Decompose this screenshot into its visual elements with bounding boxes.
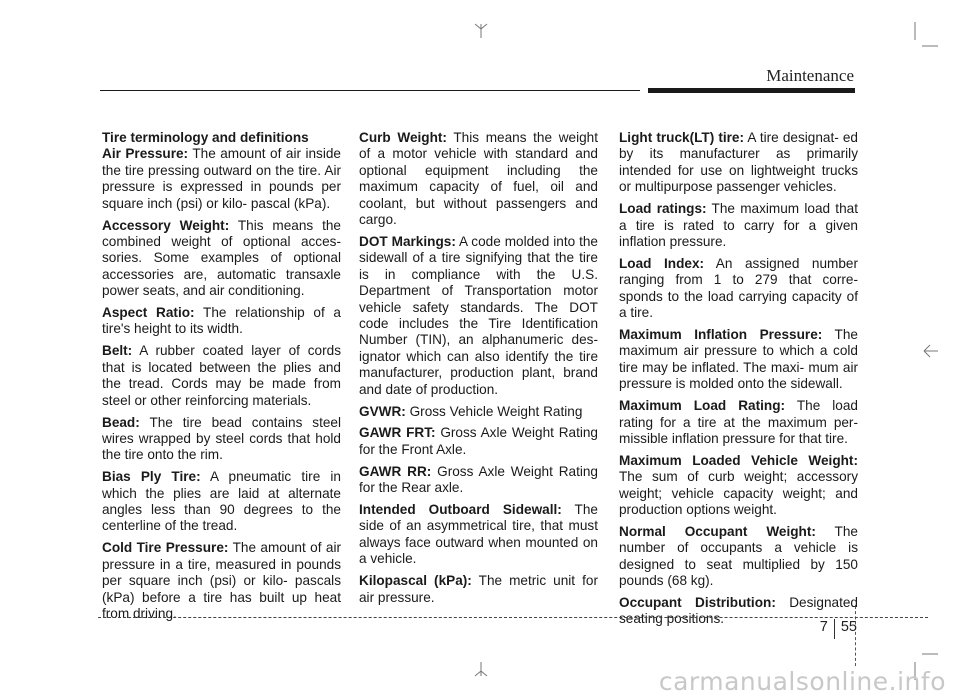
definition-term: Bias Ply Tire:	[102, 469, 201, 485]
definition-text: A pneumatic tire in which the plies are laid at alternate angles less than 90 degrees to the centerline of the tread.	[102, 469, 341, 534]
definition-text: The load rating for a tire at the maximum per- missible inflation pressure for that tire.	[619, 398, 858, 446]
crop-mark-bottom	[470, 660, 492, 682]
page-number-separator	[834, 619, 835, 639]
definition-term: Load ratings:	[619, 201, 707, 217]
column-2	[359, 130, 598, 611]
definition-text: Gross Vehicle Weight Rating	[405, 403, 583, 419]
definition-entry	[359, 234, 598, 398]
definition-term: Aspect Ratio:	[102, 305, 195, 321]
definition-text: An assigned number ranging from 1 to 279 that corre- sponds to the load carrying capacity of a tire.	[619, 255, 858, 321]
definition-text: The amount of air pressure in a tire, measured in pounds per square inch (psi) or kilo- pascals (kPa) before a tire has built up heat from driving.	[102, 540, 341, 621]
definition-term: Kilopascal (kPa):	[359, 573, 472, 589]
definition-entry	[619, 130, 858, 196]
definition-entry	[102, 415, 341, 464]
definition-term: Intended Outboard Sidewall:	[359, 502, 562, 518]
definition-entry	[619, 256, 858, 322]
definition-text: This means the weight of a motor vehicle with standard and optional equipment including the maximum capacity of fuel, oil and coolant, but without passengers and cargo.	[359, 130, 598, 228]
definition-entry	[359, 502, 598, 568]
definition-term: Maximum Load Rating:	[619, 398, 786, 414]
watermark: carmanualsonline.info	[658, 667, 946, 696]
definition-text: Designated seating positions.	[619, 595, 858, 627]
definition-text: The maximum air pressure to which a cold tire may be inflated. The maxi- mum air pressure is molded onto the sidewall.	[619, 326, 858, 392]
definition-entry	[619, 453, 858, 519]
header-rule-thick	[648, 88, 855, 93]
definition-term: Belt:	[102, 343, 133, 359]
crop-mark-top-right	[910, 22, 940, 52]
column-1	[102, 130, 341, 628]
definition-term: Accessory Weight:	[102, 217, 230, 233]
definition-text: This means the combined weight of optional acces- sories. Some examples of optional accessories are, automatic transaxle power seats, and air conditioning.	[102, 217, 341, 299]
definition-term: Bead:	[102, 414, 140, 430]
definition-text: A tire designat- ed by its manufacturer as primarily intended for use on lightweight trucks or multipurpose passenger vehicles.	[619, 130, 858, 195]
definition-term: DOT Markings:	[359, 233, 456, 249]
definition-entry	[619, 327, 858, 393]
definition-entry	[359, 130, 598, 228]
definition-term: Cold Tire Pressure:	[102, 540, 229, 556]
definition-text: The relationship of a tire's height to its width.	[102, 305, 341, 337]
definition-term: Curb Weight:	[359, 130, 447, 145]
definition-entry	[619, 524, 858, 590]
definition-entry	[102, 469, 341, 535]
definition-text: A rubber coated layer of cords that is located between the plies and the tread. Cords may be made from steel or other reinforcing materials.	[102, 343, 341, 408]
definition-text: The number of occupants a vehicle is designed to seat multiplied by 150 pounds (68 kg).	[619, 523, 858, 589]
definition-text: The sum of curb weight; accessory weight; vehicle capacity weight; and production options weight.	[619, 469, 858, 518]
definition-text: The metric unit for air pressure.	[359, 573, 598, 605]
definition-text: The maximum load that a tire is rated to carry for a given inflation pressure.	[619, 201, 858, 249]
definition-entry	[359, 573, 598, 606]
definition-term: GAWR FRT:	[359, 425, 436, 441]
definition-entry	[359, 425, 598, 458]
chapter-number: 7	[819, 618, 828, 635]
page-number-value: 55	[840, 618, 857, 635]
definition-text: A code molded into the sidewall of a tire signifying that the tire is in compliance with the U.S. Department of Transportation motor vehicle safety standards. The DOT code includes the Tire Identification Number (TIN), an alphanumeric des- ignator which can also identify the tire manufacturer, production plant, brand and date of production.	[359, 233, 598, 397]
definition-term: Air Pressure:	[102, 146, 189, 162]
definition-entry	[102, 305, 341, 338]
definition-term: Load Index:	[619, 255, 705, 271]
definition-term: GVWR:	[359, 403, 406, 419]
definition-term: Normal Occupant Weight:	[619, 523, 816, 539]
section-title: Maintenance	[766, 66, 854, 85]
definition-entry	[619, 398, 858, 447]
definition-term: Occupant Distribution:	[619, 595, 776, 611]
definition-term: Maximum Inflation Pressure:	[619, 326, 823, 342]
definition-text: Gross Axle Weight Rating for the Front Axle.	[359, 425, 598, 457]
column-3	[619, 130, 858, 633]
footer-rule	[98, 617, 928, 618]
definition-entry	[359, 404, 598, 420]
header-rule	[100, 90, 640, 91]
definition-term: Tire terminology and definitions	[102, 130, 309, 145]
crop-mark-top	[470, 18, 492, 40]
definition-term: GAWR RR:	[359, 463, 432, 479]
crop-mark-right	[918, 340, 940, 362]
definition-entry	[102, 540, 341, 622]
definition-entry	[102, 130, 341, 146]
definition-text: The tire bead contains steel wires wrapped by steel cords that hold the tire onto the rim.	[102, 414, 341, 463]
definition-term: Light truck(LT) tire:	[619, 130, 745, 145]
definition-entry	[102, 218, 341, 300]
definition-term: Maximum Loaded Vehicle Weight:	[619, 452, 858, 468]
definition-entry	[102, 343, 341, 409]
definition-entry	[359, 464, 598, 497]
definition-text: Gross Axle Weight Rating for the Rear axle.	[359, 463, 598, 496]
page-number	[820, 617, 857, 637]
definition-text: The amount of air inside the tire pressing outward on the tire. Air pressure is expressed in pounds per square inch (psi) or kilo- pascal (kPa).	[102, 146, 341, 211]
definition-text: The side of an asymmetrical tire, that must always face outward when mounted on a vehicle.	[359, 502, 598, 567]
definition-entry	[102, 146, 341, 212]
definition-entry	[619, 201, 858, 250]
